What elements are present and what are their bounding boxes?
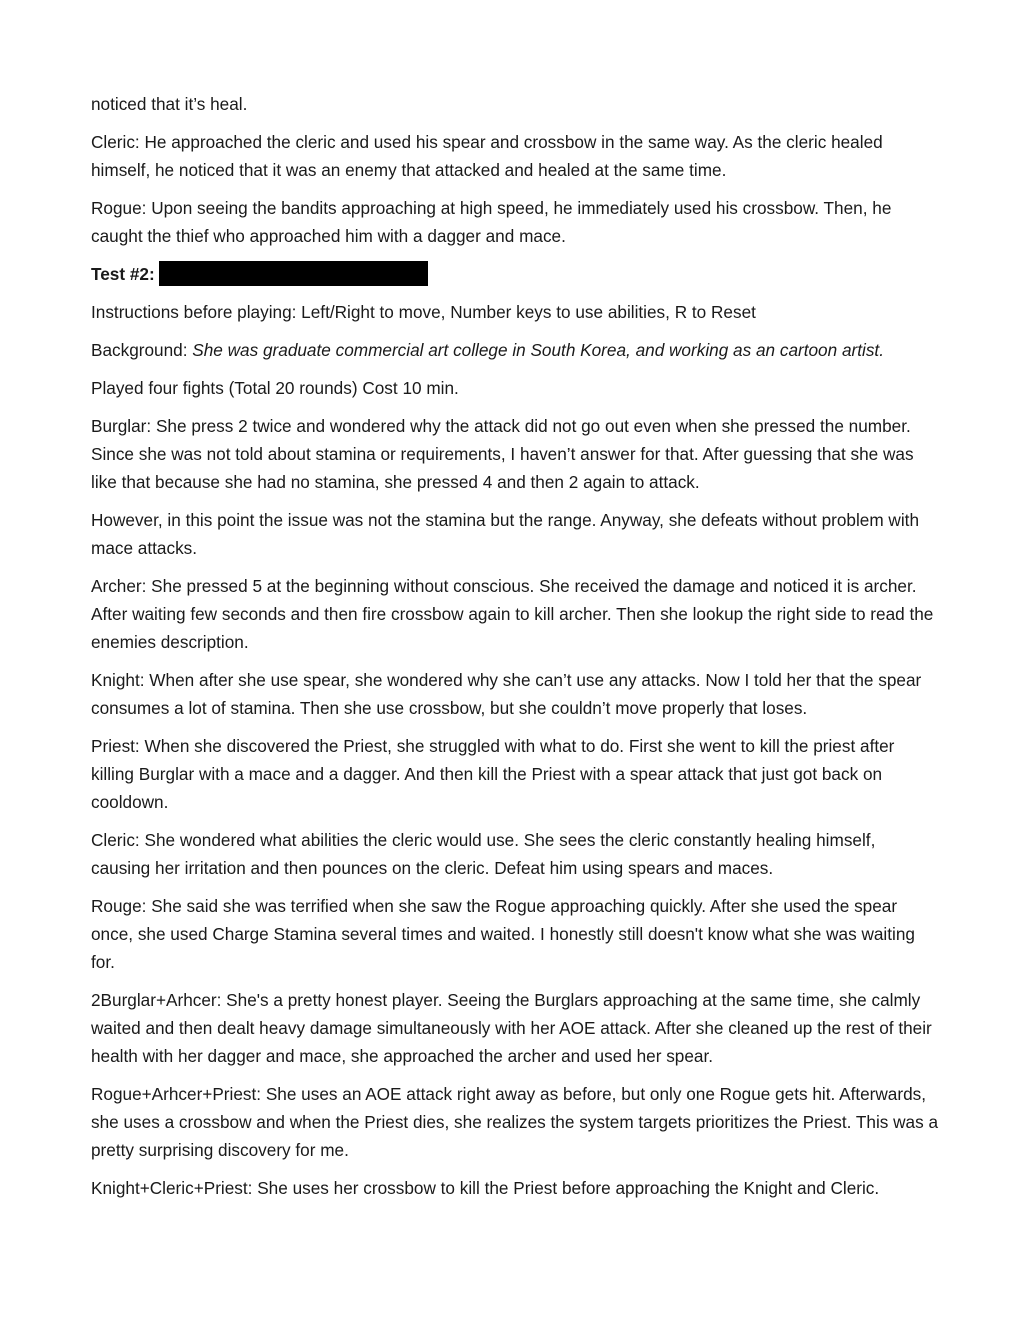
paragraph-heal-note: noticed that it’s heal. (91, 94, 248, 114)
paragraph-knight: Knight: When after she use spear, she wondered why she can’t use any attacks. Now I told her that the spear consumes a lot of stamina. Then she use crossbow, but she couldn’t move properly that loses. (91, 670, 922, 718)
paragraph-background (91, 336, 939, 364)
paragraph-knight-cleric-priest: Knight+Cleric+Priest: She uses her crossbow to kill the Priest before approaching the Knight and Cleric. (91, 1178, 880, 1198)
redacted-name-block (159, 261, 428, 286)
background-label: Background: (91, 340, 193, 360)
paragraph-played: Played four fights (Total 20 rounds) Cost 10 min. (91, 378, 459, 398)
paragraph-cleric-test1: Cleric: He approached the cleric and used his spear and crossbow in the same way. As the cleric healed himself, he noticed that it was an enemy that attacked and healed at the same time. (91, 132, 883, 180)
paragraph-burglar: Burglar: She press 2 twice and wondered why the attack did not go out even when she pressed the number. Since she was not told about stamina or requirements, I haven’t answer for that. After guessing that she was like that because she had no stamina, she pressed 4 and then 2 again to attack. (91, 416, 914, 492)
paragraph-2burglar-archer: 2Burglar+Arhcer: She's a pretty honest player. Seeing the Burglars approaching at the same time, she calmly waited and then dealt heavy damage simultaneously with her AOE attack. After she cleaned up the rest of their health with her dagger and mace, she approached the archer and used her spear. (91, 990, 932, 1066)
test-heading: Test #2: (91, 264, 155, 284)
paragraph-range-issue: However, in this point the issue was not the stamina but the range. Anyway, she defeats without problem with mace attacks. (91, 510, 920, 558)
paragraph-rogue-archer-priest: Rogue+Arhcer+Priest: She uses an AOE attack right away as before, but only one Rogue gets hit. Afterwards, she uses a crossbow and when the Priest dies, she realizes the system targets prioritizes the Priest. This was a pretty surprising discovery for me. (91, 1084, 939, 1160)
paragraph-priest: Priest: When she discovered the Priest, she struggled with what to do. First she went to kill the priest after killing Burglar with a mace and a dagger. And then kill the Priest with a spear attack that just got back on cooldown. (91, 736, 895, 812)
paragraph-rouge: Rouge: She said she was terrified when she saw the Rogue approaching quickly. After she used the spear once, she used Charge Stamina several times and waited. I honestly still doesn't know what she was waiting for. (91, 896, 915, 972)
background-text: She was graduate commercial art college in South Korea, and working as an cartoon artist. (192, 340, 884, 360)
paragraph-rogue-test1: Rogue: Upon seeing the bandits approaching at high speed, he immediately used his crossbow. Then, he caught the thief who approached him with a dagger and mace. (91, 198, 892, 246)
paragraph-archer: Archer: She pressed 5 at the beginning without conscious. She received the damage and noticed it is archer. After waiting few seconds and then fire crossbow again to kill archer. Then she lookup the right side to read the enemies description. (91, 576, 934, 652)
document-body (91, 90, 939, 1212)
paragraph-instructions: Instructions before playing: Left/Right to move, Number keys to use abilities, R to Reset (91, 302, 756, 322)
paragraph-cleric-test2: Cleric: She wondered what abilities the cleric would use. She sees the cleric constantly healing himself, causing her irritation and then pounces on the cleric. Defeat him using spears and maces. (91, 830, 876, 878)
test-heading-row (91, 260, 939, 288)
